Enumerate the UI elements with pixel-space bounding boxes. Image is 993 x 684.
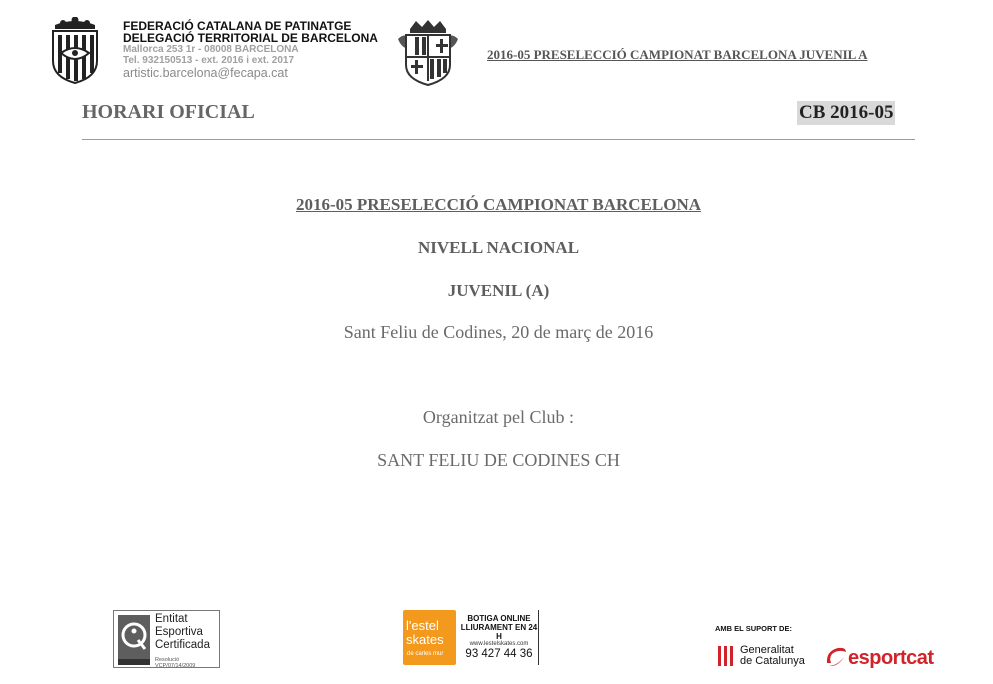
federation-info: [123, 20, 378, 80]
event-category: JUVENIL (A): [447, 281, 550, 300]
estel-url: www.lestelskates.com: [469, 641, 529, 647]
generalitat-line1: Generalitat: [740, 644, 794, 656]
federation-address: Mallorca 253 1r - 08008 BARCELONA: [123, 44, 299, 55]
generalitat-logo: [716, 645, 816, 669]
header-divider: [82, 139, 915, 140]
estel-skates-ad: [403, 610, 539, 667]
federation-phone: Tel. 932150513 - ext. 2016 i ext. 2017: [123, 55, 295, 66]
quality-q-icon: [118, 615, 150, 659]
esportcat-text: esportcat: [848, 647, 934, 669]
esportcat-swoosh-icon: [824, 645, 848, 669]
estel-brand-sub: de carles mur: [407, 651, 444, 657]
organizer-label: Organitzat pel Club :: [422, 407, 575, 427]
support-label: AMB EL SUPORT DE:: [715, 624, 792, 633]
document-header-title: 2016-05 PRESELECCIÓ CAMPIONAT BARCELONA JUVENIL A: [487, 47, 868, 62]
document-code: CB 2016-05: [799, 102, 894, 123]
estel-shop-line1: BOTIGA ONLINE: [467, 614, 531, 623]
estel-phone: 93 427 44 36: [465, 648, 533, 660]
event-level: NIVELL NACIONAL: [417, 238, 580, 257]
quality-certified-badge: [113, 610, 220, 668]
event-location-date: Sant Feliu de Codines, 20 de març de 2016: [343, 322, 654, 342]
estel-logo: [403, 610, 456, 665]
esportcat-logo: [824, 645, 944, 671]
horari-oficial-heading: HORARI OFICIAL: [82, 101, 255, 123]
estel-shop-lines: [460, 614, 538, 641]
federation-email: artistic.barcelona@fecapa.cat: [123, 66, 288, 80]
quality-line1: Entitat: [155, 613, 188, 625]
quality-text: [155, 613, 210, 652]
estel-brand1: l'estel: [406, 618, 439, 633]
generalitat-line2: de Catalunya: [740, 655, 805, 667]
federation-crest-logo: [47, 17, 103, 85]
estel-shop-info: [460, 610, 539, 665]
estel-shop-line2: LLIURAMENT EN 24 H: [460, 623, 538, 641]
quality-strip: [118, 659, 150, 665]
quality-line3: Certificada: [155, 639, 210, 651]
quality-line2: Esportiva: [155, 626, 203, 638]
barcelona-crest-logo: [396, 19, 460, 87]
event-title: 2016-05 PRESELECCIÓ CAMPIONAT BARCELONA: [295, 195, 702, 214]
generalitat-flag-icon: [716, 645, 736, 667]
generalitat-text: [740, 645, 805, 667]
organizer-name: SANT FELIU DE CODINES CH: [377, 450, 620, 470]
delegation-name: DELEGACIÓ TERRITORIAL DE BARCELONA: [123, 31, 378, 45]
estel-brand2: skates: [406, 632, 444, 647]
federation-name: FEDERACIÓ CATALANA DE PATINATGE: [123, 19, 352, 33]
quality-resolution: Resolució VCP/07/14/2009: [155, 657, 196, 669]
